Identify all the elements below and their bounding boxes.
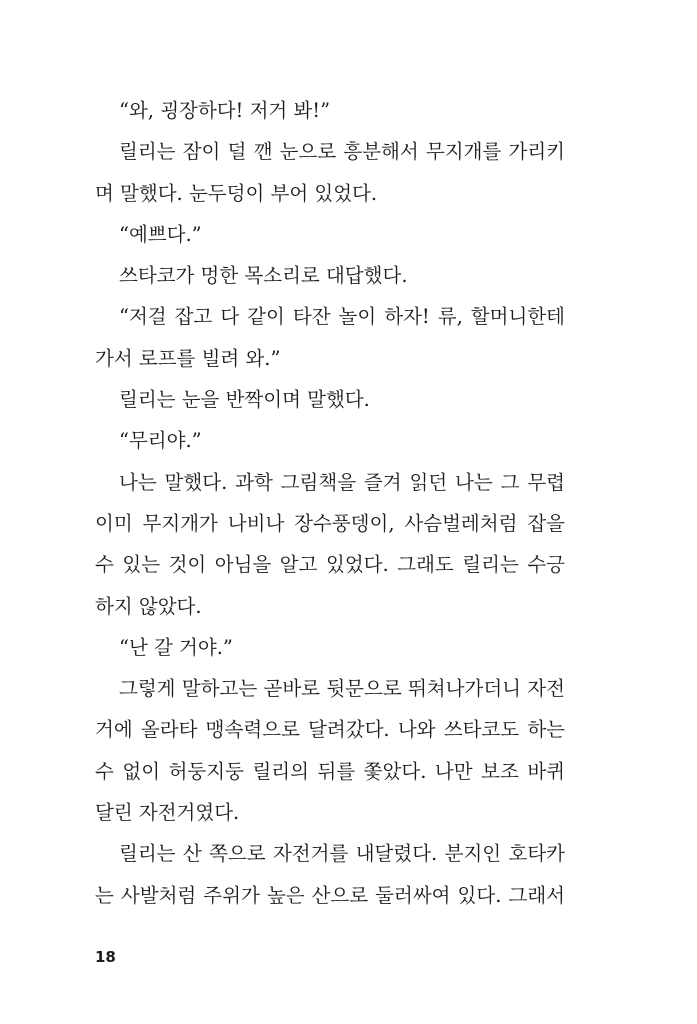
text-line: 며 말했다. 눈두덩이 부어 있었다.	[95, 181, 378, 205]
text-line: 쓰타코가 멍한 목소리로 대답했다.	[119, 264, 408, 288]
text-line: “저걸 잡고 다 같이 타잔 놀이 하자! 류, 할머니한테	[119, 305, 565, 329]
text-line: 릴리는 잠이 덜 깬 눈으로 흥분해서 무지개를 가리키	[119, 140, 565, 164]
text-line: 수 있는 것이 아님을 알고 있었다. 그래도 릴리는 수긍	[95, 553, 565, 577]
text-line: “난 갈 거야.”	[119, 635, 233, 659]
text-line: 는 사발처럼 주위가 높은 산으로 둘러싸여 있다. 그래서	[95, 883, 565, 907]
text-line: 거에 올라타 맹속력으로 달려갔다. 나와 쓰타코도 하는	[95, 718, 565, 742]
text-line: 하지 않았다.	[95, 594, 202, 618]
text-line: 가서 로프를 빌려 와.”	[95, 346, 281, 370]
text-line: 이미 무지개가 나비나 장수풍뎅이, 사슴벌레처럼 잡을	[95, 511, 565, 535]
text-line: “예쁘다.”	[119, 222, 202, 246]
text-line: “와, 굉장하다! 저거 봐!”	[119, 99, 331, 122]
text-line: 릴리는 산 쪽으로 자전거를 내달렸다. 분지인 호타카	[119, 842, 565, 866]
body-text	[95, 90, 565, 916]
text-line: 그렇게 말하고는 곧바로 뒷문으로 뛰쳐나가더니 자전	[119, 677, 565, 701]
text-line: 수 없이 허둥지둥 릴리의 뒤를 쫓았다. 나만 보조 바퀴	[95, 759, 565, 783]
text-line: “무리야.”	[119, 429, 202, 453]
text-line: 달린 자전거였다.	[95, 801, 240, 825]
text-line: 릴리는 눈을 반짝이며 말했다.	[119, 388, 370, 412]
text-line: 나는 말했다. 과학 그림책을 즐겨 읽던 나는 그 무렵	[119, 470, 565, 494]
page-number: 18	[95, 948, 116, 966]
